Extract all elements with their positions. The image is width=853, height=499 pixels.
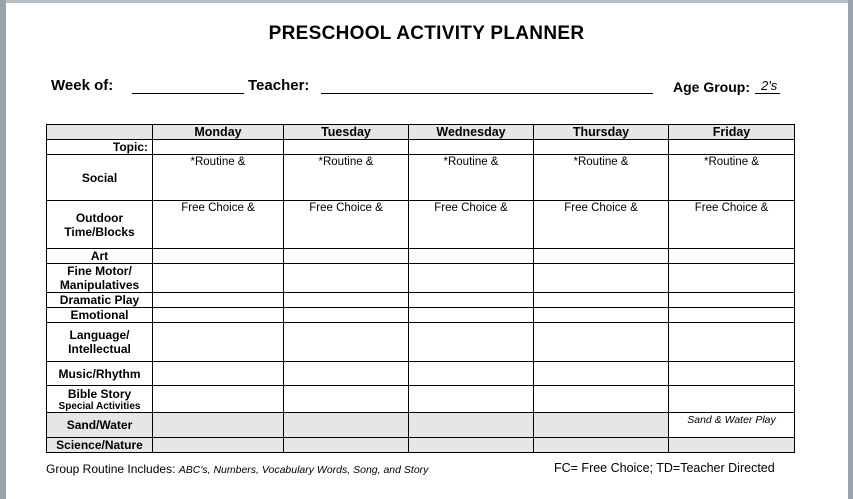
row-emotional <box>47 308 795 323</box>
day-header-thursday: Thursday <box>534 125 669 140</box>
cell-emotional-tuesday[interactable] <box>284 308 409 323</box>
row-label-bible-title: Bible Story <box>67 386 132 401</box>
cell-social-wednesday[interactable] <box>409 155 534 201</box>
window-frame-right <box>848 0 853 499</box>
row-label-emotional: Emotional <box>47 308 153 323</box>
cell-text: *Routine & <box>318 156 374 168</box>
page-title: PRESCHOOL ACTIVITY PLANNER <box>268 23 585 44</box>
row-label-bible-sub: Special Activities <box>58 400 141 412</box>
cell-text: *Routine & <box>704 156 759 168</box>
row-science <box>47 438 795 453</box>
planner-table <box>46 124 795 453</box>
cell-sand-tuesday[interactable] <box>284 413 409 438</box>
cell-text: *Routine & <box>573 156 629 168</box>
window-frame-top <box>0 0 853 3</box>
row-sand <box>47 413 795 438</box>
row-topic <box>47 140 795 155</box>
cell-music-monday[interactable] <box>153 362 284 386</box>
day-header-row <box>47 125 795 140</box>
footer-routine-label: Group Routine Includes: <box>46 462 176 476</box>
cell-language-wednesday[interactable] <box>409 323 534 362</box>
cell-text: Free Choice & <box>564 202 638 214</box>
row-social <box>47 155 795 201</box>
footer-routine-items: ABC's, Numbers, Vocabulary Words, Song, and Story <box>178 464 429 476</box>
day-header-monday: Monday <box>153 125 284 140</box>
cell-science-monday[interactable] <box>153 438 284 453</box>
cell-bible-friday[interactable] <box>669 386 795 413</box>
row-label-social: Social <box>47 155 153 201</box>
cell-bible-wednesday[interactable] <box>409 386 534 413</box>
week-label: Week of: <box>51 77 114 94</box>
cell-bible-monday[interactable] <box>153 386 284 413</box>
cell-dramatic-tuesday[interactable] <box>284 293 409 308</box>
cell-bible-tuesday[interactable] <box>284 386 409 413</box>
cell-dramatic-monday[interactable] <box>153 293 284 308</box>
row-label-science: Science/Nature <box>47 438 153 453</box>
cell-topic-friday[interactable] <box>669 140 795 155</box>
row-label-outdoor: Outdoor Time/Blocks <box>47 201 153 249</box>
cell-music-tuesday[interactable] <box>284 362 409 386</box>
cell-topic-thursday[interactable] <box>534 140 669 155</box>
cell-social-thursday[interactable] <box>534 155 669 201</box>
cell-fine-motor-thursday[interactable] <box>534 264 669 293</box>
cell-emotional-thursday[interactable] <box>534 308 669 323</box>
cell-text: Free Choice & <box>309 202 383 214</box>
cell-language-thursday[interactable] <box>534 323 669 362</box>
cell-social-monday[interactable] <box>153 155 284 201</box>
teacher-label: Teacher: <box>248 77 310 94</box>
footer-legend: FC= Free Choice; TD=Teacher Directed <box>554 461 775 475</box>
age-group-label: Age Group: <box>673 79 750 95</box>
row-label-music: Music/Rhythm <box>47 362 153 386</box>
day-header-wednesday: Wednesday <box>409 125 534 140</box>
row-label-art: Art <box>47 249 153 264</box>
cell-art-monday[interactable] <box>153 249 284 264</box>
cell-outdoor-wednesday[interactable] <box>409 201 534 249</box>
cell-sand-monday[interactable] <box>153 413 284 438</box>
cell-emotional-monday[interactable] <box>153 308 284 323</box>
header-row <box>0 77 853 97</box>
cell-music-wednesday[interactable] <box>409 362 534 386</box>
cell-social-friday[interactable] <box>669 155 795 201</box>
row-label-language: Language/ Intellectual <box>47 323 153 362</box>
row-outdoor <box>47 201 795 249</box>
cell-outdoor-thursday[interactable] <box>534 201 669 249</box>
cell-music-thursday[interactable] <box>534 362 669 386</box>
window-frame-left <box>0 0 6 499</box>
cell-art-tuesday[interactable] <box>284 249 409 264</box>
row-label-bible <box>47 386 153 413</box>
cell-fine-motor-tuesday[interactable] <box>284 264 409 293</box>
cell-science-wednesday[interactable] <box>409 438 534 453</box>
cell-language-monday[interactable] <box>153 323 284 362</box>
cell-science-friday[interactable] <box>669 438 795 453</box>
cell-topic-monday[interactable] <box>153 140 284 155</box>
cell-text: Free Choice & <box>434 202 508 214</box>
cell-social-tuesday[interactable] <box>284 155 409 201</box>
cell-outdoor-friday[interactable] <box>669 201 795 249</box>
cell-emotional-wednesday[interactable] <box>409 308 534 323</box>
cell-text: Free Choice & <box>181 202 255 214</box>
cell-language-friday[interactable] <box>669 323 795 362</box>
cell-fine-motor-wednesday[interactable] <box>409 264 534 293</box>
footer-routine <box>46 462 428 476</box>
week-field[interactable] <box>132 93 244 94</box>
cell-text: Free Choice & <box>694 202 769 214</box>
age-group-value[interactable]: 2's <box>755 79 780 94</box>
cell-outdoor-monday[interactable] <box>153 201 284 249</box>
row-bible <box>47 386 795 413</box>
cell-sand-thursday[interactable] <box>534 413 669 438</box>
cell-text: Sand & Water Play <box>687 414 776 426</box>
cell-bible-thursday[interactable] <box>534 386 669 413</box>
row-language <box>47 323 795 362</box>
cell-emotional-friday[interactable] <box>669 308 795 323</box>
cell-dramatic-wednesday[interactable] <box>409 293 534 308</box>
row-art <box>47 249 795 264</box>
cell-text: *Routine & <box>443 156 499 168</box>
row-label-topic: Topic: <box>47 140 153 155</box>
row-fine-motor <box>47 264 795 293</box>
row-label-dramatic: Dramatic Play <box>47 293 153 308</box>
cell-dramatic-thursday[interactable] <box>534 293 669 308</box>
day-header-tuesday: Tuesday <box>284 125 409 140</box>
cell-science-thursday[interactable] <box>534 438 669 453</box>
row-label-fine-motor: Fine Motor/ Manipulatives <box>47 264 153 293</box>
cell-art-friday[interactable] <box>669 249 795 264</box>
cell-art-thursday[interactable] <box>534 249 669 264</box>
cell-fine-motor-friday[interactable] <box>669 264 795 293</box>
teacher-field[interactable] <box>321 93 653 94</box>
cell-science-tuesday[interactable] <box>284 438 409 453</box>
cell-art-wednesday[interactable] <box>409 249 534 264</box>
corner-cell <box>47 125 153 140</box>
cell-sand-wednesday[interactable] <box>409 413 534 438</box>
cell-dramatic-friday[interactable] <box>669 293 795 308</box>
cell-fine-motor-monday[interactable] <box>153 264 284 293</box>
row-label-sand: Sand/Water <box>47 413 153 438</box>
cell-sand-friday[interactable] <box>669 413 795 438</box>
cell-language-tuesday[interactable] <box>284 323 409 362</box>
cell-text: *Routine & <box>190 156 246 168</box>
row-dramatic <box>47 293 795 308</box>
cell-outdoor-tuesday[interactable] <box>284 201 409 249</box>
row-music <box>47 362 795 386</box>
cell-music-friday[interactable] <box>669 362 795 386</box>
day-header-friday: Friday <box>669 125 795 140</box>
cell-topic-tuesday[interactable] <box>284 140 409 155</box>
cell-topic-wednesday[interactable] <box>409 140 534 155</box>
